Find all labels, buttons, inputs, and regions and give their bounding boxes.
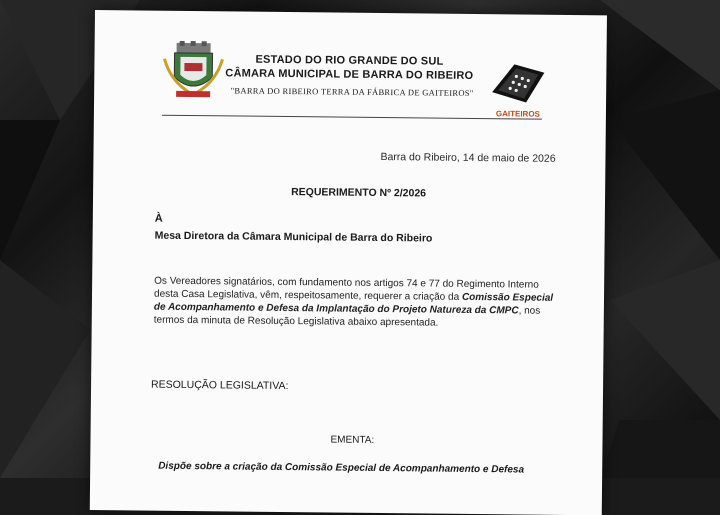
gaiteiros-logo-text: GAITEIROS — [495, 109, 540, 119]
ementa-text: Dispõe sobre a criação da Comissão Especial de Acompanhamento e Defesa — [158, 460, 525, 476]
request-paragraph — [154, 275, 555, 331]
municipal-crest-icon — [162, 41, 225, 102]
chamber-heading: CÂMARA MUNICIPAL DE BARRA DO RIBEIRO — [225, 67, 474, 82]
gaiteiros-logo — [486, 58, 551, 121]
requerimento-document — [90, 10, 607, 515]
date-line: Barra do Ribeiro, 14 de maio de 2026 — [380, 150, 556, 165]
document-title: REQUERIMENTO Nº 2/2026 — [291, 186, 427, 200]
state-heading: ESTADO DO RIO GRANDE DO SUL — [255, 53, 444, 68]
resolution-label: RESOLUÇÃO LEGISLATIVA: — [151, 378, 289, 393]
ementa-label: EMENTA: — [330, 434, 375, 446]
letterhead — [94, 40, 607, 125]
paragraph-outro: , nos termos da minuta de Resolução Legislativa abaixo apresentada. — [153, 305, 541, 329]
addressee: Mesa Diretora da Câmara Municipal de Barra do Ribeiro — [154, 229, 433, 245]
paragraph-intro: Os Vereadores signatários, com fundamento nos artigos 74 e 77 do Regimento Interno desta Casa Legislativa, vêm, respeitosamente, requerer a criação da — [153, 275, 539, 303]
commission-name: Comissão Especial de Acompanhamento e Defesa da Implantação do Projeto Natureza da CMPC — [153, 291, 554, 317]
city-motto: "BARRA DO RIBEIRO TERRA DA FÁBRICA DE GAITEIROS" — [230, 85, 474, 98]
addressee-prefix: À — [154, 212, 163, 225]
